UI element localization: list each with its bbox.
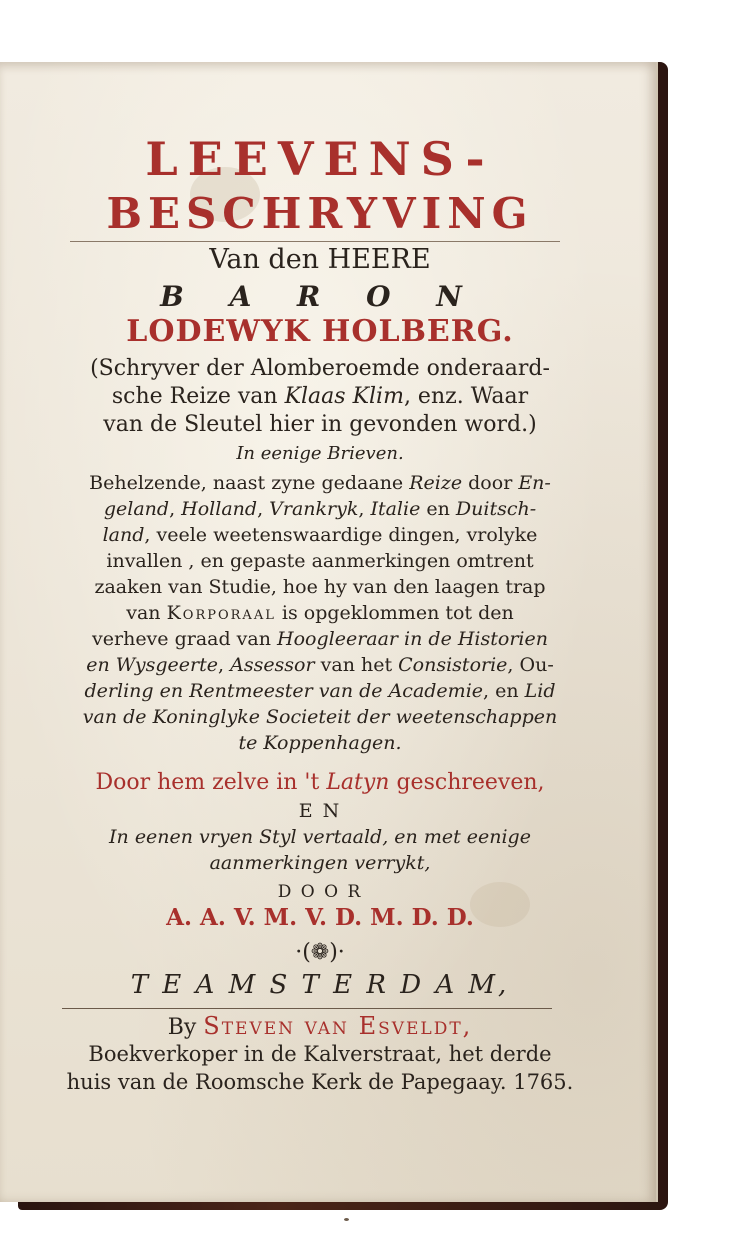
title-underline	[70, 241, 560, 242]
body-line-9: derling en Rentmeester van de Academie, en Lid	[84, 680, 556, 702]
body-line-5: zaaken van Studie, hoe hy van den laagen trap	[94, 576, 546, 598]
body-line-11: te Koppenhagen.	[238, 732, 402, 754]
en-line: E N	[298, 800, 342, 822]
ornament-icon: ·(❁)·	[295, 940, 345, 965]
body-line-10: van de Koninglyke Societeit der weetenschappen	[82, 706, 558, 728]
title-line-4: B A R O N	[160, 280, 480, 313]
author-name: LODEWYK HOLBERG.	[126, 314, 514, 349]
title-line-1: LEEVENS-	[145, 132, 495, 186]
subtitle-line-2: sche Reize van Klaas Klim, enz. Waar	[111, 384, 529, 409]
speck	[344, 1218, 349, 1221]
vertaald-line-1: In eenen vryen Styl vertaald, en met eenige	[109, 826, 531, 848]
imprint-line-1: By Steven van Esveldt,	[167, 1012, 473, 1040]
vertaald-line-2: aanmerkingen verrykt,	[209, 852, 431, 874]
translator-initials: A. A. V. M. V. D. M. D. D.	[166, 904, 474, 931]
imprint-line-2: Boekverkoper in de Kalverstraat, het derde	[88, 1042, 552, 1066]
title-line-2: BESCHRYVING	[106, 189, 534, 238]
body-line-8: en Wysgeerte, Assessor van het Consistorie, Ou-	[86, 654, 554, 676]
place-of-publication: T E A M S T E R D A M,	[130, 970, 510, 1000]
imprint-rule	[62, 1008, 552, 1009]
body-line-4: invallen , en gepaste aanmerkingen omtrent	[106, 550, 534, 572]
title-page	[0, 62, 658, 1202]
body-line-3: land, veele weetenswaardige dingen, vrolyke	[102, 524, 538, 546]
imprint-line-3: huis van de Roomsche Kerk de Papegaay. 1765.	[66, 1070, 574, 1094]
body-line-6: van Korporaal is opgeklommen tot den	[126, 602, 514, 624]
door-hem-line: Door hem zelve in 't Latyn geschreeven,	[95, 770, 545, 795]
subtitle-line-1: (Schryver der Alomberoemde onderaard-	[90, 356, 550, 381]
in-eenige-brieven: In eenige Brieven.	[236, 443, 404, 464]
body-line-7: verheve graad van Hoogleeraar in de Historien	[92, 628, 548, 650]
subtitle-line-3: van de Sleutel hier in gevonden word.)	[103, 412, 537, 437]
body-line-1: Behelzende, naast zyne gedaane Reize door En-	[89, 472, 551, 494]
title-line-3: Van den HEERE	[209, 244, 431, 275]
door-line: D O O R	[277, 882, 363, 902]
body-line-2: geland, Holland, Vrankryk, Italie en Duitsch-	[103, 498, 537, 520]
